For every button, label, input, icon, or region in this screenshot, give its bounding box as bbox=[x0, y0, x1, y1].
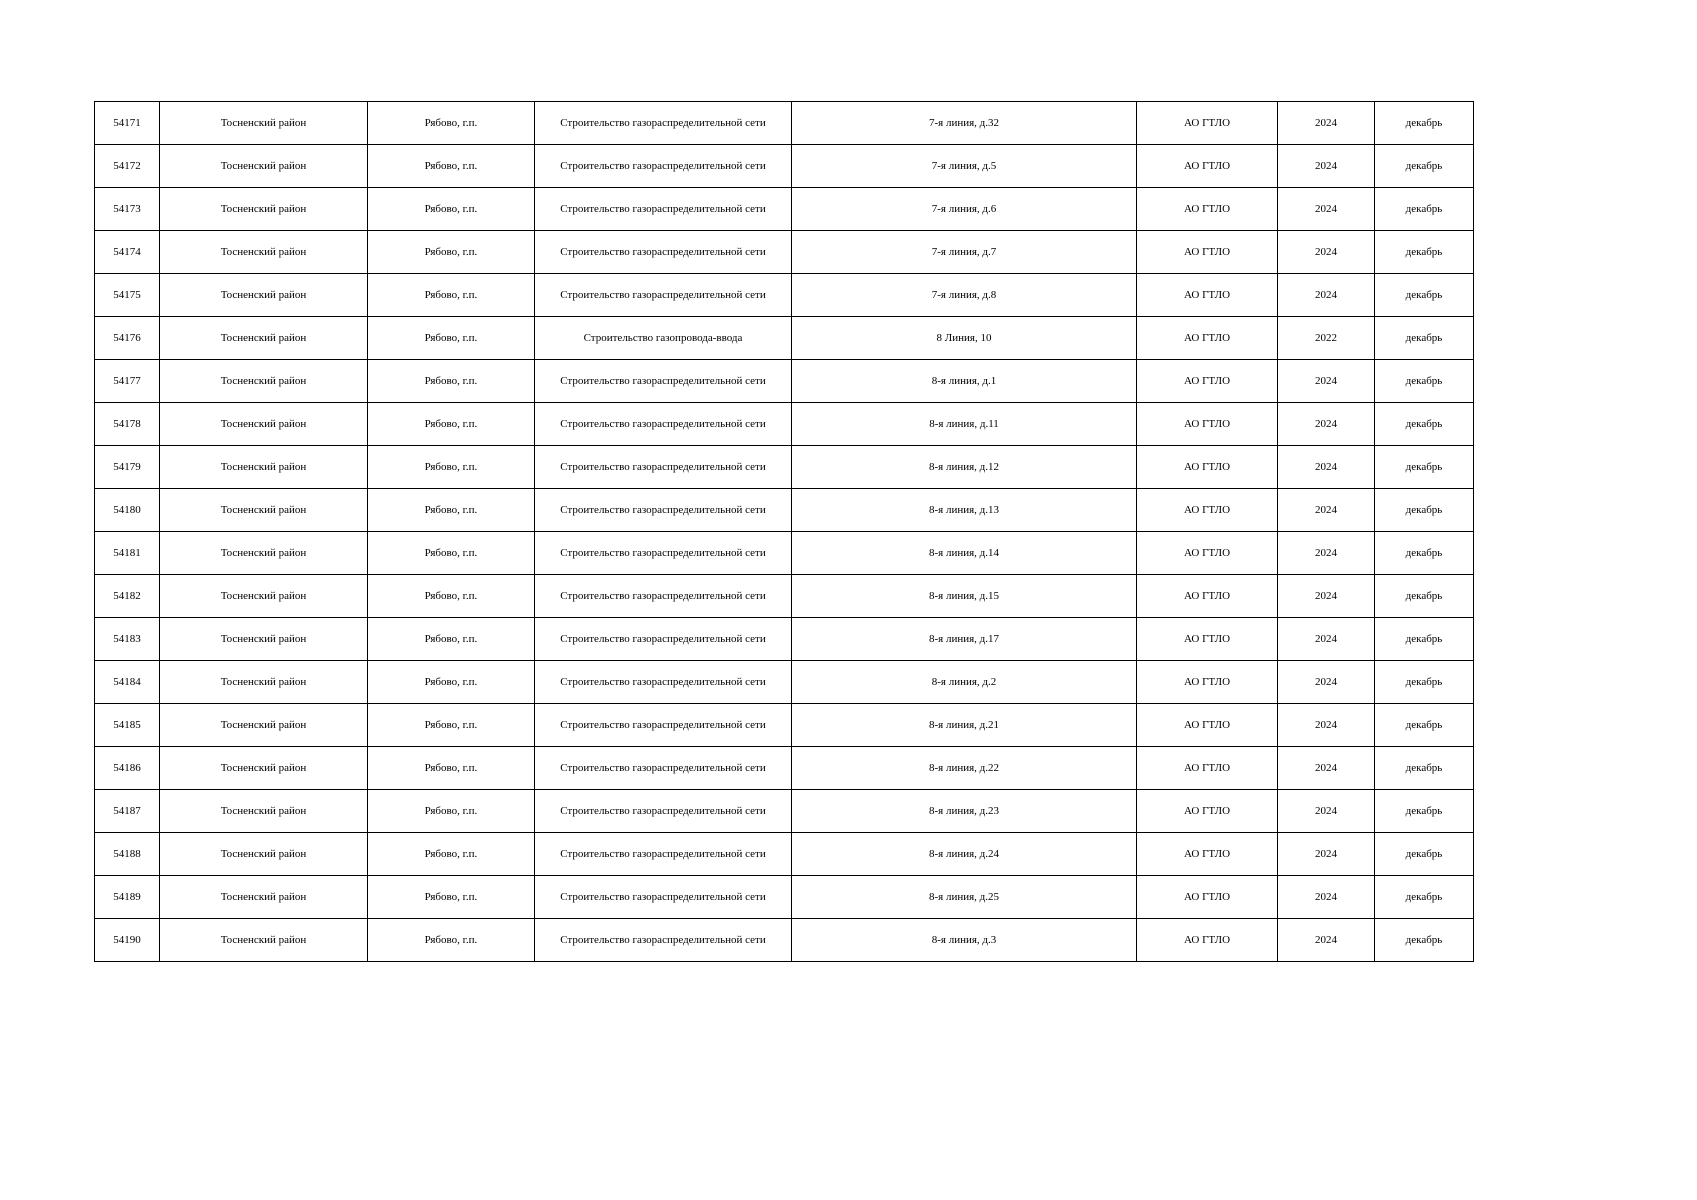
table-row bbox=[95, 446, 1474, 489]
year-cell: 2024 bbox=[1278, 833, 1375, 876]
address-cell: 8-я линия, д.25 bbox=[792, 876, 1137, 919]
settlement-cell: Рябово, г.п. bbox=[368, 876, 535, 919]
record-id-cell: 54172 bbox=[95, 145, 160, 188]
record-id-cell: 54180 bbox=[95, 489, 160, 532]
year-cell: 2024 bbox=[1278, 575, 1375, 618]
year-cell: 2024 bbox=[1278, 274, 1375, 317]
district-cell: Тосненский район bbox=[160, 833, 368, 876]
month-cell: декабрь bbox=[1375, 661, 1474, 704]
work-type-cell: Строительство газораспределительной сети bbox=[535, 274, 792, 317]
table-row bbox=[95, 919, 1474, 962]
month-cell: декабрь bbox=[1375, 833, 1474, 876]
record-id-cell: 54174 bbox=[95, 231, 160, 274]
work-type-cell: Строительство газораспределительной сети bbox=[535, 618, 792, 661]
month-cell: декабрь bbox=[1375, 231, 1474, 274]
month-cell: декабрь bbox=[1375, 704, 1474, 747]
work-type-cell: Строительство газораспределительной сети bbox=[535, 747, 792, 790]
month-cell: декабрь bbox=[1375, 403, 1474, 446]
work-type-cell: Строительство газораспределительной сети bbox=[535, 188, 792, 231]
settlement-cell: Рябово, г.п. bbox=[368, 102, 535, 145]
address-cell: 7-я линия, д.8 bbox=[792, 274, 1137, 317]
settlement-cell: Рябово, г.п. bbox=[368, 403, 535, 446]
settlement-cell: Рябово, г.п. bbox=[368, 532, 535, 575]
year-cell: 2024 bbox=[1278, 747, 1375, 790]
record-id-cell: 54179 bbox=[95, 446, 160, 489]
register-table bbox=[94, 101, 1474, 962]
district-cell: Тосненский район bbox=[160, 790, 368, 833]
settlement-cell: Рябово, г.п. bbox=[368, 747, 535, 790]
work-type-cell: Строительство газораспределительной сети bbox=[535, 876, 792, 919]
organization-cell: АО ГТЛО bbox=[1137, 704, 1278, 747]
district-cell: Тосненский район bbox=[160, 747, 368, 790]
table-row bbox=[95, 704, 1474, 747]
table-row bbox=[95, 274, 1474, 317]
table-row bbox=[95, 532, 1474, 575]
year-cell: 2024 bbox=[1278, 876, 1375, 919]
year-cell: 2024 bbox=[1278, 532, 1375, 575]
record-id-cell: 54185 bbox=[95, 704, 160, 747]
record-id-cell: 54181 bbox=[95, 532, 160, 575]
year-cell: 2022 bbox=[1278, 317, 1375, 360]
settlement-cell: Рябово, г.п. bbox=[368, 317, 535, 360]
record-id-cell: 54175 bbox=[95, 274, 160, 317]
record-id-cell: 54187 bbox=[95, 790, 160, 833]
district-cell: Тосненский район bbox=[160, 446, 368, 489]
year-cell: 2024 bbox=[1278, 188, 1375, 231]
settlement-cell: Рябово, г.п. bbox=[368, 833, 535, 876]
district-cell: Тосненский район bbox=[160, 489, 368, 532]
work-type-cell: Строительство газораспределительной сети bbox=[535, 790, 792, 833]
year-cell: 2024 bbox=[1278, 790, 1375, 833]
address-cell: 8-я линия, д.12 bbox=[792, 446, 1137, 489]
organization-cell: АО ГТЛО bbox=[1137, 360, 1278, 403]
work-type-cell: Строительство газораспределительной сети bbox=[535, 145, 792, 188]
district-cell: Тосненский район bbox=[160, 919, 368, 962]
record-id-cell: 54186 bbox=[95, 747, 160, 790]
year-cell: 2024 bbox=[1278, 446, 1375, 489]
settlement-cell: Рябово, г.п. bbox=[368, 704, 535, 747]
organization-cell: АО ГТЛО bbox=[1137, 102, 1278, 145]
table-row bbox=[95, 188, 1474, 231]
record-id-cell: 54184 bbox=[95, 661, 160, 704]
organization-cell: АО ГТЛО bbox=[1137, 661, 1278, 704]
settlement-cell: Рябово, г.п. bbox=[368, 919, 535, 962]
year-cell: 2024 bbox=[1278, 618, 1375, 661]
table-row bbox=[95, 661, 1474, 704]
month-cell: декабрь bbox=[1375, 790, 1474, 833]
organization-cell: АО ГТЛО bbox=[1137, 231, 1278, 274]
work-type-cell: Строительство газораспределительной сети bbox=[535, 489, 792, 532]
district-cell: Тосненский район bbox=[160, 274, 368, 317]
year-cell: 2024 bbox=[1278, 489, 1375, 532]
record-id-cell: 54173 bbox=[95, 188, 160, 231]
record-id-cell: 54183 bbox=[95, 618, 160, 661]
organization-cell: АО ГТЛО bbox=[1137, 532, 1278, 575]
work-type-cell: Строительство газораспределительной сети bbox=[535, 919, 792, 962]
address-cell: 8-я линия, д.15 bbox=[792, 575, 1137, 618]
year-cell: 2024 bbox=[1278, 102, 1375, 145]
district-cell: Тосненский район bbox=[160, 403, 368, 446]
table-row bbox=[95, 747, 1474, 790]
record-id-cell: 54188 bbox=[95, 833, 160, 876]
work-type-cell: Строительство газораспределительной сети bbox=[535, 360, 792, 403]
month-cell: декабрь bbox=[1375, 317, 1474, 360]
district-cell: Тосненский район bbox=[160, 661, 368, 704]
settlement-cell: Рябово, г.п. bbox=[368, 489, 535, 532]
record-id-cell: 54190 bbox=[95, 919, 160, 962]
address-cell: 8-я линия, д.1 bbox=[792, 360, 1137, 403]
settlement-cell: Рябово, г.п. bbox=[368, 145, 535, 188]
organization-cell: АО ГТЛО bbox=[1137, 575, 1278, 618]
address-cell: 7-я линия, д.32 bbox=[792, 102, 1137, 145]
month-cell: декабрь bbox=[1375, 532, 1474, 575]
table-row bbox=[95, 790, 1474, 833]
district-cell: Тосненский район bbox=[160, 618, 368, 661]
organization-cell: АО ГТЛО bbox=[1137, 145, 1278, 188]
month-cell: декабрь bbox=[1375, 446, 1474, 489]
month-cell: декабрь bbox=[1375, 876, 1474, 919]
organization-cell: АО ГТЛО bbox=[1137, 188, 1278, 231]
month-cell: декабрь bbox=[1375, 145, 1474, 188]
organization-cell: АО ГТЛО bbox=[1137, 790, 1278, 833]
work-type-cell: Строительство газораспределительной сети bbox=[535, 403, 792, 446]
table-row bbox=[95, 317, 1474, 360]
settlement-cell: Рябово, г.п. bbox=[368, 661, 535, 704]
settlement-cell: Рябово, г.п. bbox=[368, 188, 535, 231]
month-cell: декабрь bbox=[1375, 919, 1474, 962]
work-type-cell: Строительство газораспределительной сети bbox=[535, 102, 792, 145]
district-cell: Тосненский район bbox=[160, 231, 368, 274]
year-cell: 2024 bbox=[1278, 145, 1375, 188]
year-cell: 2024 bbox=[1278, 704, 1375, 747]
organization-cell: АО ГТЛО bbox=[1137, 489, 1278, 532]
address-cell: 7-я линия, д.6 bbox=[792, 188, 1137, 231]
record-id-cell: 54182 bbox=[95, 575, 160, 618]
register-table-body bbox=[95, 102, 1474, 962]
district-cell: Тосненский район bbox=[160, 532, 368, 575]
district-cell: Тосненский район bbox=[160, 704, 368, 747]
address-cell: 8-я линия, д.13 bbox=[792, 489, 1137, 532]
district-cell: Тосненский район bbox=[160, 102, 368, 145]
address-cell: 8-я линия, д.21 bbox=[792, 704, 1137, 747]
table-row bbox=[95, 102, 1474, 145]
table-row bbox=[95, 618, 1474, 661]
year-cell: 2024 bbox=[1278, 661, 1375, 704]
address-cell: 8-я линия, д.22 bbox=[792, 747, 1137, 790]
organization-cell: АО ГТЛО bbox=[1137, 919, 1278, 962]
district-cell: Тосненский район bbox=[160, 360, 368, 403]
month-cell: декабрь bbox=[1375, 360, 1474, 403]
address-cell: 8-я линия, д.3 bbox=[792, 919, 1137, 962]
record-id-cell: 54176 bbox=[95, 317, 160, 360]
record-id-cell: 54178 bbox=[95, 403, 160, 446]
district-cell: Тосненский район bbox=[160, 188, 368, 231]
organization-cell: АО ГТЛО bbox=[1137, 403, 1278, 446]
settlement-cell: Рябово, г.п. bbox=[368, 274, 535, 317]
district-cell: Тосненский район bbox=[160, 575, 368, 618]
work-type-cell: Строительство газораспределительной сети bbox=[535, 532, 792, 575]
address-cell: 8-я линия, д.23 bbox=[792, 790, 1137, 833]
organization-cell: АО ГТЛО bbox=[1137, 833, 1278, 876]
organization-cell: АО ГТЛО bbox=[1137, 747, 1278, 790]
month-cell: декабрь bbox=[1375, 489, 1474, 532]
work-type-cell: Строительство газораспределительной сети bbox=[535, 833, 792, 876]
district-cell: Тосненский район bbox=[160, 145, 368, 188]
work-type-cell: Строительство газораспределительной сети bbox=[535, 704, 792, 747]
address-cell: 8-я линия, д.17 bbox=[792, 618, 1137, 661]
address-cell: 8-я линия, д.14 bbox=[792, 532, 1137, 575]
table-row bbox=[95, 231, 1474, 274]
work-type-cell: Строительство газораспределительной сети bbox=[535, 231, 792, 274]
year-cell: 2024 bbox=[1278, 360, 1375, 403]
settlement-cell: Рябово, г.п. bbox=[368, 446, 535, 489]
table-row bbox=[95, 403, 1474, 446]
address-cell: 8-я линия, д.2 bbox=[792, 661, 1137, 704]
district-cell: Тосненский район bbox=[160, 876, 368, 919]
record-id-cell: 54177 bbox=[95, 360, 160, 403]
table-row bbox=[95, 876, 1474, 919]
table-row bbox=[95, 575, 1474, 618]
address-cell: 8 Линия, 10 bbox=[792, 317, 1137, 360]
month-cell: декабрь bbox=[1375, 102, 1474, 145]
month-cell: декабрь bbox=[1375, 575, 1474, 618]
address-cell: 8-я линия, д.24 bbox=[792, 833, 1137, 876]
record-id-cell: 54189 bbox=[95, 876, 160, 919]
month-cell: декабрь bbox=[1375, 618, 1474, 661]
address-cell: 7-я линия, д.5 bbox=[792, 145, 1137, 188]
organization-cell: АО ГТЛО bbox=[1137, 876, 1278, 919]
district-cell: Тосненский район bbox=[160, 317, 368, 360]
settlement-cell: Рябово, г.п. bbox=[368, 231, 535, 274]
year-cell: 2024 bbox=[1278, 919, 1375, 962]
table-row bbox=[95, 145, 1474, 188]
address-cell: 8-я линия, д.11 bbox=[792, 403, 1137, 446]
year-cell: 2024 bbox=[1278, 231, 1375, 274]
work-type-cell: Строительство газораспределительной сети bbox=[535, 661, 792, 704]
month-cell: декабрь bbox=[1375, 747, 1474, 790]
organization-cell: АО ГТЛО bbox=[1137, 446, 1278, 489]
table-row bbox=[95, 489, 1474, 532]
organization-cell: АО ГТЛО bbox=[1137, 274, 1278, 317]
organization-cell: АО ГТЛО bbox=[1137, 618, 1278, 661]
settlement-cell: Рябово, г.п. bbox=[368, 575, 535, 618]
organization-cell: АО ГТЛО bbox=[1137, 317, 1278, 360]
year-cell: 2024 bbox=[1278, 403, 1375, 446]
month-cell: декабрь bbox=[1375, 274, 1474, 317]
settlement-cell: Рябово, г.п. bbox=[368, 618, 535, 661]
table-row bbox=[95, 360, 1474, 403]
work-type-cell: Строительство газораспределительной сети bbox=[535, 446, 792, 489]
record-id-cell: 54171 bbox=[95, 102, 160, 145]
settlement-cell: Рябово, г.п. bbox=[368, 790, 535, 833]
table-row bbox=[95, 833, 1474, 876]
settlement-cell: Рябово, г.п. bbox=[368, 360, 535, 403]
month-cell: декабрь bbox=[1375, 188, 1474, 231]
work-type-cell: Строительство газораспределительной сети bbox=[535, 575, 792, 618]
work-type-cell: Строительство газопровода-ввода bbox=[535, 317, 792, 360]
address-cell: 7-я линия, д.7 bbox=[792, 231, 1137, 274]
